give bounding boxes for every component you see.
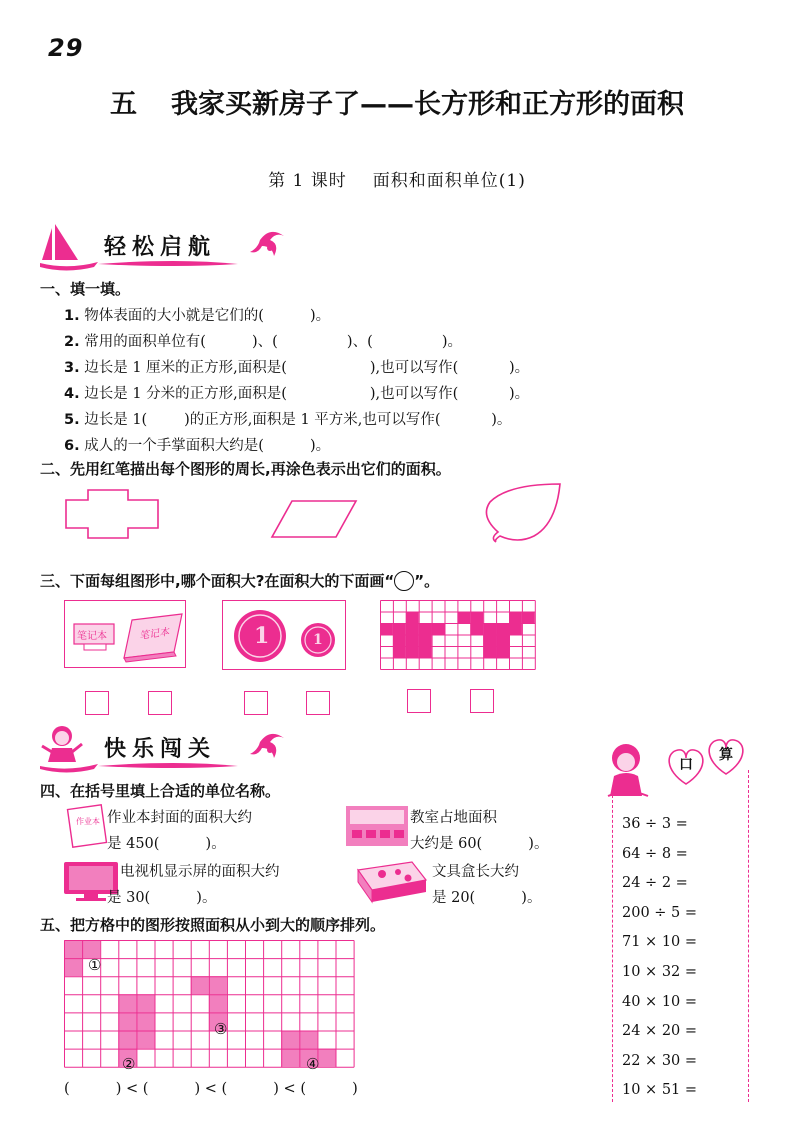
oral-item-1: 36 ÷ 3 =	[622, 816, 688, 832]
oral-border-left	[612, 790, 614, 1102]
banner-easy-start-text: 轻松启航	[104, 234, 217, 260]
heart-shape-cell	[483, 635, 496, 647]
heart-shape-cell	[470, 623, 483, 635]
heart-shape-cell	[496, 635, 509, 647]
oral-tag-kou: 口	[679, 757, 693, 773]
unit-question-1-line1: 作业本封面的面积大约	[107, 810, 252, 826]
shape-3-cell	[209, 994, 227, 1012]
heart-shape-cell	[483, 623, 496, 635]
chapter-number: 五	[110, 89, 137, 120]
house-shape-cell	[419, 635, 432, 647]
banner-happy-challenge	[38, 722, 288, 774]
shape-2-cell	[118, 1031, 136, 1049]
answer-box-notebook-small[interactable]	[85, 691, 109, 715]
banner-happy-challenge-text: 快乐闯关	[104, 736, 217, 762]
house-shape-cell	[419, 646, 432, 658]
house-shape-cell	[406, 623, 419, 635]
shape-label-3: ③	[214, 1020, 228, 1038]
parallelogram-shape	[272, 501, 356, 537]
house-shape-cell	[432, 623, 445, 635]
question-1-2: 2. 常用的面积单位有( )、( )、( )。	[64, 334, 463, 350]
house-shape-cell	[393, 635, 406, 647]
circle-icon	[394, 571, 414, 591]
oral-item-9: 22 × 30 =	[622, 1053, 698, 1069]
unit-question-2-line2: 大约是 60( )。	[410, 836, 549, 852]
section5-heading: 五、把方格中的图形按照面积从小到大的顺序排列。	[40, 916, 386, 934]
answer-box-coin-large[interactable]	[244, 691, 268, 715]
unit-question-3-line2: 是 30( )。	[107, 890, 217, 906]
coin-small-value: 1	[313, 632, 323, 648]
leaf-shape	[486, 484, 560, 542]
house-shape-cell	[406, 646, 419, 658]
banner-easy-start	[38, 220, 288, 272]
shape-2-cell	[118, 1012, 136, 1030]
section2-heading: 二、先用红笔描出每个图形的周长,再涂色表示出它们的面积。	[40, 460, 451, 478]
oral-item-2: 64 ÷ 8 =	[622, 846, 688, 862]
answer-box-notebook-large[interactable]	[148, 691, 172, 715]
shape-2-cell	[136, 1031, 154, 1049]
shape-4-cell	[299, 1031, 317, 1049]
question-1-5: 5. 边长是 1( )的正方形,面积是 1 平方米,也可以写作( )。	[64, 412, 512, 428]
oral-item-3: 24 ÷ 2 =	[622, 875, 688, 891]
ordering-answer-line: ( ) < ( ) < ( ) < ( )	[64, 1081, 358, 1097]
oral-border-right	[748, 770, 750, 1102]
notebook-small-label: 笔记本	[77, 631, 107, 642]
classroom-icon	[346, 806, 408, 846]
heart-shape-cell	[496, 646, 509, 658]
unit-title	[0, 82, 794, 121]
oral-item-4: 200 ÷ 5 =	[622, 905, 698, 921]
shape-label-2: ②	[122, 1055, 136, 1073]
grid-shapes-group	[380, 600, 536, 670]
house-shape-cell	[393, 646, 406, 658]
shape-label-4: ④	[306, 1055, 320, 1073]
shape-2-cell	[118, 994, 136, 1012]
unit-question-3-line1: 电视机显示屏的面积大约	[120, 864, 280, 880]
shape-4-cell	[317, 1049, 335, 1067]
coin-group	[222, 600, 346, 670]
shape-3-cell	[209, 976, 227, 994]
question-1-3: 3. 边长是 1 厘米的正方形,面积是( ),也可以写作( )。	[64, 360, 530, 376]
heart-shape-cell	[496, 623, 509, 635]
answer-box-grid-shape-left[interactable]	[407, 689, 431, 713]
house-shape-cell	[380, 623, 393, 635]
section1-heading: 一、填一填。	[40, 280, 131, 298]
unit-question-4-line2: 是 20( )。	[432, 890, 542, 906]
oral-tag-suan: 算	[719, 747, 733, 763]
oral-item-7: 40 × 10 =	[622, 994, 698, 1010]
heart-shape-cell	[483, 646, 496, 658]
oral-item-6: 10 × 32 =	[622, 964, 698, 980]
unit-question-2-line1: 教室占地面积	[410, 810, 497, 826]
shape-4-cell	[281, 1049, 299, 1067]
house-shape-cell	[406, 635, 419, 647]
coins-illustration	[222, 600, 346, 670]
shape-4-cell	[281, 1031, 299, 1049]
coin-large-value: 1	[254, 623, 270, 649]
house-shape-cell	[406, 612, 419, 624]
shape-2-cell	[136, 1012, 154, 1030]
oral-item-10: 10 × 51 =	[622, 1082, 698, 1098]
unit-title-text: 我家买新房子了——长方形和正方形的面积	[171, 89, 684, 120]
heart-shape-cell	[509, 623, 522, 635]
section3-heading: 三、下面每组图形中,哪个面积大?在面积大的下面画“ ”。	[40, 572, 440, 590]
cross-shape	[66, 490, 158, 538]
shape-label-1: ①	[88, 956, 102, 974]
section4-heading: 四、在括号里填上合适的单位名称。	[40, 782, 281, 800]
oral-item-8: 24 × 20 =	[622, 1023, 698, 1039]
lesson-title	[0, 166, 794, 191]
notebook-group	[64, 600, 186, 668]
heart-shape-cell	[470, 612, 483, 624]
question-1-4: 4. 边长是 1 分米的正方形,面积是( ),也可以写作( )。	[64, 386, 530, 402]
house-shape-cell	[393, 623, 406, 635]
question-1-1: 1. 物体表面的大小就是它们的( )。	[64, 308, 331, 324]
shape-2-cell	[136, 994, 154, 1012]
perimeter-shapes	[60, 480, 580, 560]
exercise-book-label: 作业本	[76, 817, 100, 826]
shape-3-cell	[191, 976, 209, 994]
heart-shape-cell	[522, 612, 535, 624]
unit-question-1-line2: 是 450( )。	[107, 836, 226, 852]
pencil-case-icon	[352, 860, 428, 904]
notebook-large-label: 笔记本	[138, 626, 170, 643]
shape-1-cell	[64, 940, 82, 958]
lesson-name: 面积和面积单位(1)	[372, 171, 526, 191]
lesson-number: 第 1 课时	[268, 171, 347, 191]
answer-box-coin-small[interactable]	[306, 691, 330, 715]
oral-item-5: 71 × 10 =	[622, 934, 698, 950]
page-number: 29	[48, 34, 84, 62]
heart-shape-cell	[509, 612, 522, 624]
answer-box-grid-shape-right[interactable]	[470, 689, 494, 713]
unit-question-4-line1: 文具盒长大约	[432, 864, 519, 880]
heart-shape-cell	[457, 612, 470, 624]
question-1-6: 6. 成人的一个手掌面积大约是( )。	[64, 438, 331, 454]
shape-1-cell	[64, 958, 82, 976]
area-ordering-grid	[64, 940, 360, 1072]
house-shape-cell	[419, 623, 432, 635]
